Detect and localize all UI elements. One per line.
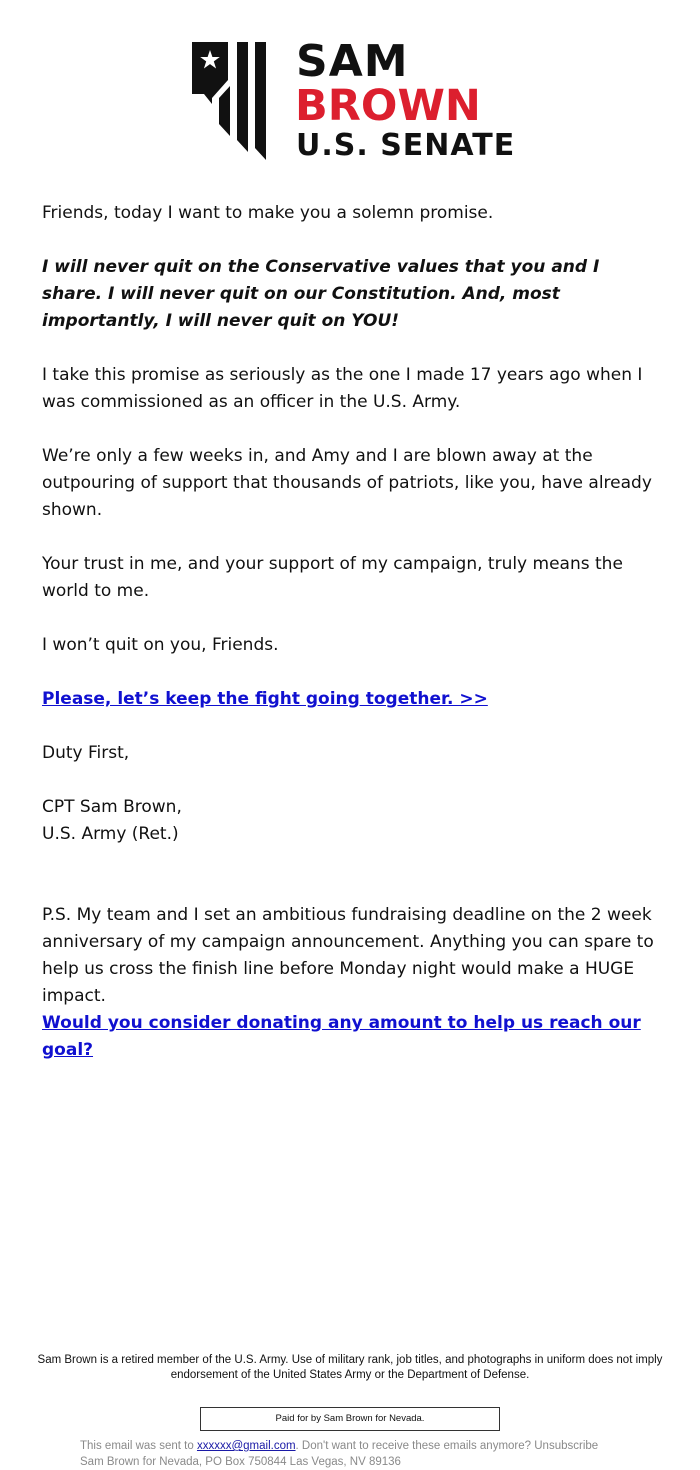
signature [42, 794, 664, 848]
sent-to-prefix: This email was sent to [80, 1440, 197, 1452]
cta-paragraph [42, 686, 664, 713]
signature-name: CPT Sam Brown, [42, 797, 182, 817]
campaign-logo [192, 36, 516, 164]
paid-for-box: Paid for by Sam Brown for Nevada. [200, 1407, 500, 1431]
donate-link[interactable]: Would you consider donating any amount to help us reach our goal? [42, 1013, 641, 1060]
paragraph-support: We’re only a few weeks in, and Amy and I are blown away at the outpouring of support that thousands of patriots, like you, have already shown. [42, 446, 652, 520]
recipient-email-link[interactable]: xxxxxx@gmail.com [196, 1440, 296, 1452]
paragraph-wont-quit: I won’t quit on you, Friends. [42, 635, 279, 655]
email-body [42, 200, 664, 1091]
footer-meta [80, 1438, 680, 1470]
paragraph-trust: Your trust in me, and your support of my campaign, truly means the world to me. [42, 554, 623, 601]
logo-sam-text: SAM [296, 36, 409, 87]
greeting: Friends, today I want to make you a solemn promise. [42, 203, 494, 223]
logo-brown-text: BROWN [295, 81, 481, 131]
postscript-text: P.S. My team and I set an ambitious fundraising deadline on the 2 week anniversary of my campaign announcement. Anything you can spare to help us cross the finish line before Monday night would make a HUGE impact. [42, 905, 654, 1006]
paragraph-army-promise: I take this promise as seriously as the one I made 17 years ago when I was commissioned as an officer in the U.S. Army. [42, 365, 643, 412]
sent-to-line [80, 1438, 680, 1454]
military-disclaimer: Sam Brown is a retired member of the U.S. Army. Use of military rank, job titles, and photographs in uniform does not imply endorsement of the United States Army or the Department of Defense. [37, 1354, 663, 1381]
mailing-address: Sam Brown for Nevada, PO Box 750844 Las Vegas, NV 89136 [80, 1456, 401, 1468]
promise-statement: I will never quit on the Conservative values that you and I share. I will never quit on our Constitution. And, most importantly, I will never quit on YOU! [42, 257, 600, 331]
unsubscribe-text[interactable]: . Don't want to receive these emails anymore? Unsubscribe [295, 1440, 599, 1452]
signature-title: U.S. Army (Ret.) [42, 824, 179, 844]
logo-senate-text: U.S. SENATE [296, 128, 516, 163]
nevada-flag-mark-icon [192, 40, 288, 164]
signoff: Duty First, [42, 743, 130, 763]
postscript [42, 902, 664, 1064]
keep-fight-going-link[interactable]: Please, let’s keep the fight going together. >> [42, 689, 488, 709]
